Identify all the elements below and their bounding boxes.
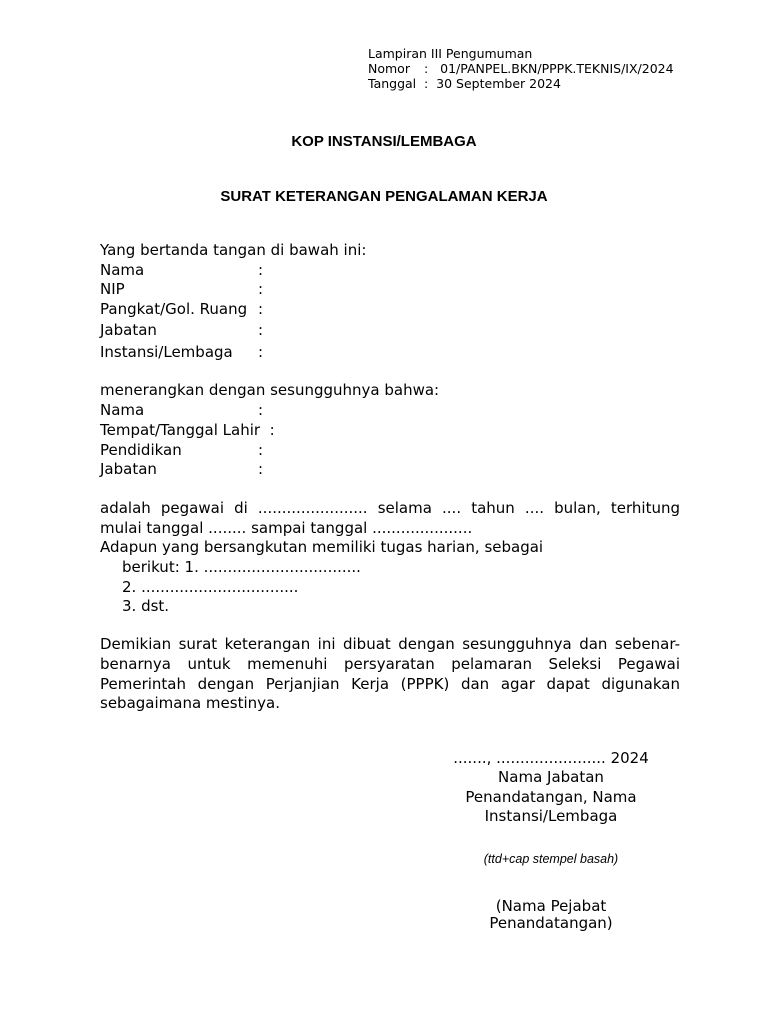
signer-name-line-1: Penandatangan, Nama (465, 788, 637, 806)
closing-line-3: Pemerintah dengan Perjanjian Kerja (PPPK) dan agar dapat digunakan (100, 675, 680, 693)
employment-line-1: adalah pegawai di ....................... selama .... tahun .... bulan, terhitung (100, 499, 680, 517)
tanggal-label: Tanggal (368, 76, 417, 91)
document-title: SURAT KETERANGAN PENGALAMAN KERJA (220, 188, 548, 205)
attachment-title: Lampiran III Pengumuman (368, 46, 533, 61)
signer-field-pangkat: Pangkat/Gol. Ruang : (100, 300, 264, 318)
place-date: ......., ....................... 2024 (453, 749, 649, 767)
closing-line-4: sebagaimana mestinya. (100, 694, 280, 712)
signer-field-jabatan: Jabatan : (100, 321, 264, 339)
signer-field-nip: NIP : (100, 280, 264, 298)
nomor-value: 01/PANPEL.BKN/PPPK.TEKNIS/IX/2024 (440, 61, 674, 76)
employment-line-2: mulai tanggal ........ sampai tanggal ..................... (100, 519, 473, 537)
employee-field-jabatan: Jabatan : (100, 460, 264, 478)
nomor-row (368, 61, 674, 76)
employee-intro: menerangkan dengan sesungguhnya bahwa: (100, 381, 440, 399)
task-item-1: berikut: 1. ................................. (122, 558, 361, 576)
employment-paragraph (100, 498, 680, 616)
closing-line-1: Demikian surat keterangan ini dibuat dengan sesungguhnya dan sebenar- (100, 635, 680, 653)
attachment-reference (368, 46, 674, 91)
signer-field-instansi: Instansi/Lembaga : (100, 343, 264, 361)
employment-line-3: Adapun yang bersangkutan memiliki tugas harian, sebagai (100, 538, 544, 556)
signer-position: Nama Jabatan (498, 768, 604, 786)
tanggal-row (368, 76, 674, 91)
closing-paragraph (100, 634, 680, 713)
signer-name-line-2: Instansi/Lembaga (484, 807, 618, 825)
official-name-line-2: Penandatangan) (489, 914, 613, 932)
nomor-label: Nomor (368, 61, 410, 76)
signer-section (100, 240, 366, 362)
employee-section (100, 380, 439, 479)
tanggal-value: 30 September 2024 (436, 76, 561, 91)
official-name-line-1: (Nama Pejabat (495, 897, 607, 915)
stamp-note: (ttd+cap stempel basah) (483, 852, 619, 866)
employee-field-pendidikan: Pendidikan : (100, 441, 264, 459)
employee-field-nama: Nama : (100, 401, 264, 419)
tanggal-separator: : (424, 76, 429, 91)
task-item-3: 3. dst. (122, 597, 170, 615)
nomor-separator: : (424, 61, 429, 76)
signer-field-nama: Nama : (100, 261, 264, 279)
signer-intro: Yang bertanda tangan di bawah ini: (100, 241, 367, 259)
letterhead-placeholder: KOP INSTANSI/LEMBAGA (291, 133, 477, 150)
employee-field-ttl: Tempat/Tanggal Lahir : (100, 421, 275, 439)
task-item-2: 2. ................................. (122, 578, 299, 596)
closing-line-2: benarnya untuk memenuhi persyaratan pelamaran Seleksi Pegawai (100, 655, 680, 673)
